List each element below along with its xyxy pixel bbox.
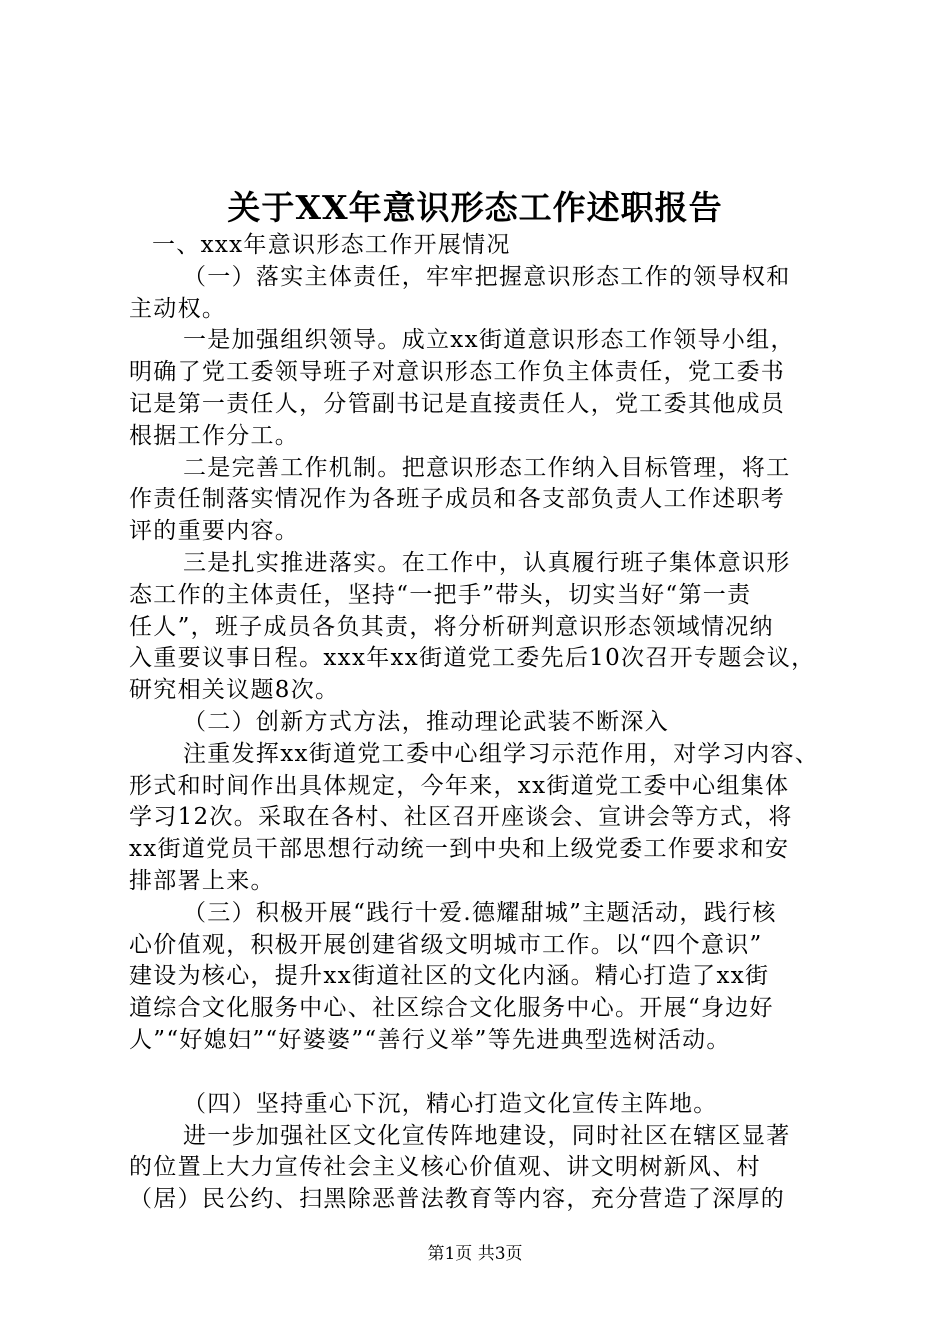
text-line: 心价值观，积极开展创建省级文明城市工作。以“四个意识”	[129, 931, 763, 958]
paragraph	[129, 325, 829, 452]
text-line: 注重发挥xx街道党工委中心组学习示范作用，对学习内容、	[183, 740, 820, 767]
paragraph	[129, 548, 829, 707]
text-line: 三是扎实推进落实。在工作中，认真履行班子集体意识形	[183, 549, 791, 576]
paragraph	[129, 1121, 829, 1216]
text-line: 二是完善工作机制。把意识形态工作纳入目标管理，将工	[183, 454, 791, 481]
text-line: 主动权。	[129, 295, 227, 322]
text-line: 进一步加强社区文化宣传阵地建设，同时社区在辖区显著	[183, 1122, 791, 1149]
text-line: 记是第一责任人，分管副书记是直接责任人，党工委其他成员	[129, 390, 786, 417]
paragraph	[129, 230, 829, 262]
text-line: 态工作的主体责任，坚持“一把手”带头，切实当好“第一责	[129, 581, 752, 608]
text-line: 研究相关议题8次。	[129, 677, 340, 704]
text-line: 一是加强组织领导。成立xx街道意识形态工作领导小组，	[183, 327, 795, 354]
text-line: 排部署上来。	[129, 867, 275, 894]
text-line: （四）坚持重心下沉，精心打造文化宣传主阵地。	[183, 1090, 718, 1117]
paragraph	[129, 707, 829, 739]
text-line: （一）落实主体责任，牢牢把握意识形态工作的领导权和	[183, 263, 791, 290]
text-line: （三）积极开展“践行十爱.德耀甜城”主题活动，践行核	[183, 899, 777, 926]
text-line: 根据工作分工。	[129, 422, 300, 449]
text-line: 人”“好媳妇”“好婆婆”“善行义举”等先进典型选树活动。	[129, 1026, 731, 1053]
text-line: 入重要议事日程。xxx年xx街道党工委先后10次召开专题会议，	[129, 645, 816, 672]
paragraph	[129, 898, 829, 1057]
paragraph	[129, 453, 829, 548]
text-line: （二）创新方式方法，推动理论武装不断深入	[183, 708, 669, 735]
text-line: 学习12次。采取在各村、社区召开座谈会、宣讲会等方式，将	[129, 804, 793, 831]
text-line: 道综合文化服务中心、社区综合文化服务中心。开展“身边好	[129, 995, 774, 1022]
text-line: 形式和时间作出具体规定，今年来，xx街道党工委中心组集体	[129, 772, 790, 799]
document-body	[129, 230, 829, 1216]
text-line: 的位置上大力宣传社会主义核心价值观、讲文明树新风、村	[129, 1154, 761, 1181]
page-footer: 第1页 共3页	[427, 1244, 523, 1264]
paragraph	[129, 739, 829, 898]
text-line: 作责任制落实情况作为各班子成员和各支部负责人工作述职考	[129, 486, 786, 513]
text-line: 任人”，班子成员各负其责，将分析研判意识形态领域情况纳	[129, 613, 774, 640]
text-line: xx街道党员干部思想行动统一到中央和上级党委工作要求和安	[129, 836, 790, 863]
text-line: 明确了党工委领导班子对意识形态工作负主体责任，党工委书	[129, 359, 786, 386]
paragraph	[129, 1089, 829, 1121]
paragraph	[129, 262, 829, 326]
text-line: 建设为核心，提升xx街道社区的文化内涵。精心打造了xx街	[129, 963, 770, 990]
document-title: 关于XX年意识形态工作述职报告	[227, 188, 723, 227]
text-line: （居）民公约、扫黑除恶普法教育等内容，充分营造了深厚的	[129, 1186, 786, 1213]
blank-line	[129, 1057, 829, 1089]
text-line: 一、xxx年意识形态工作开展情况	[152, 232, 511, 258]
text-line: 评的重要内容。	[129, 518, 300, 545]
